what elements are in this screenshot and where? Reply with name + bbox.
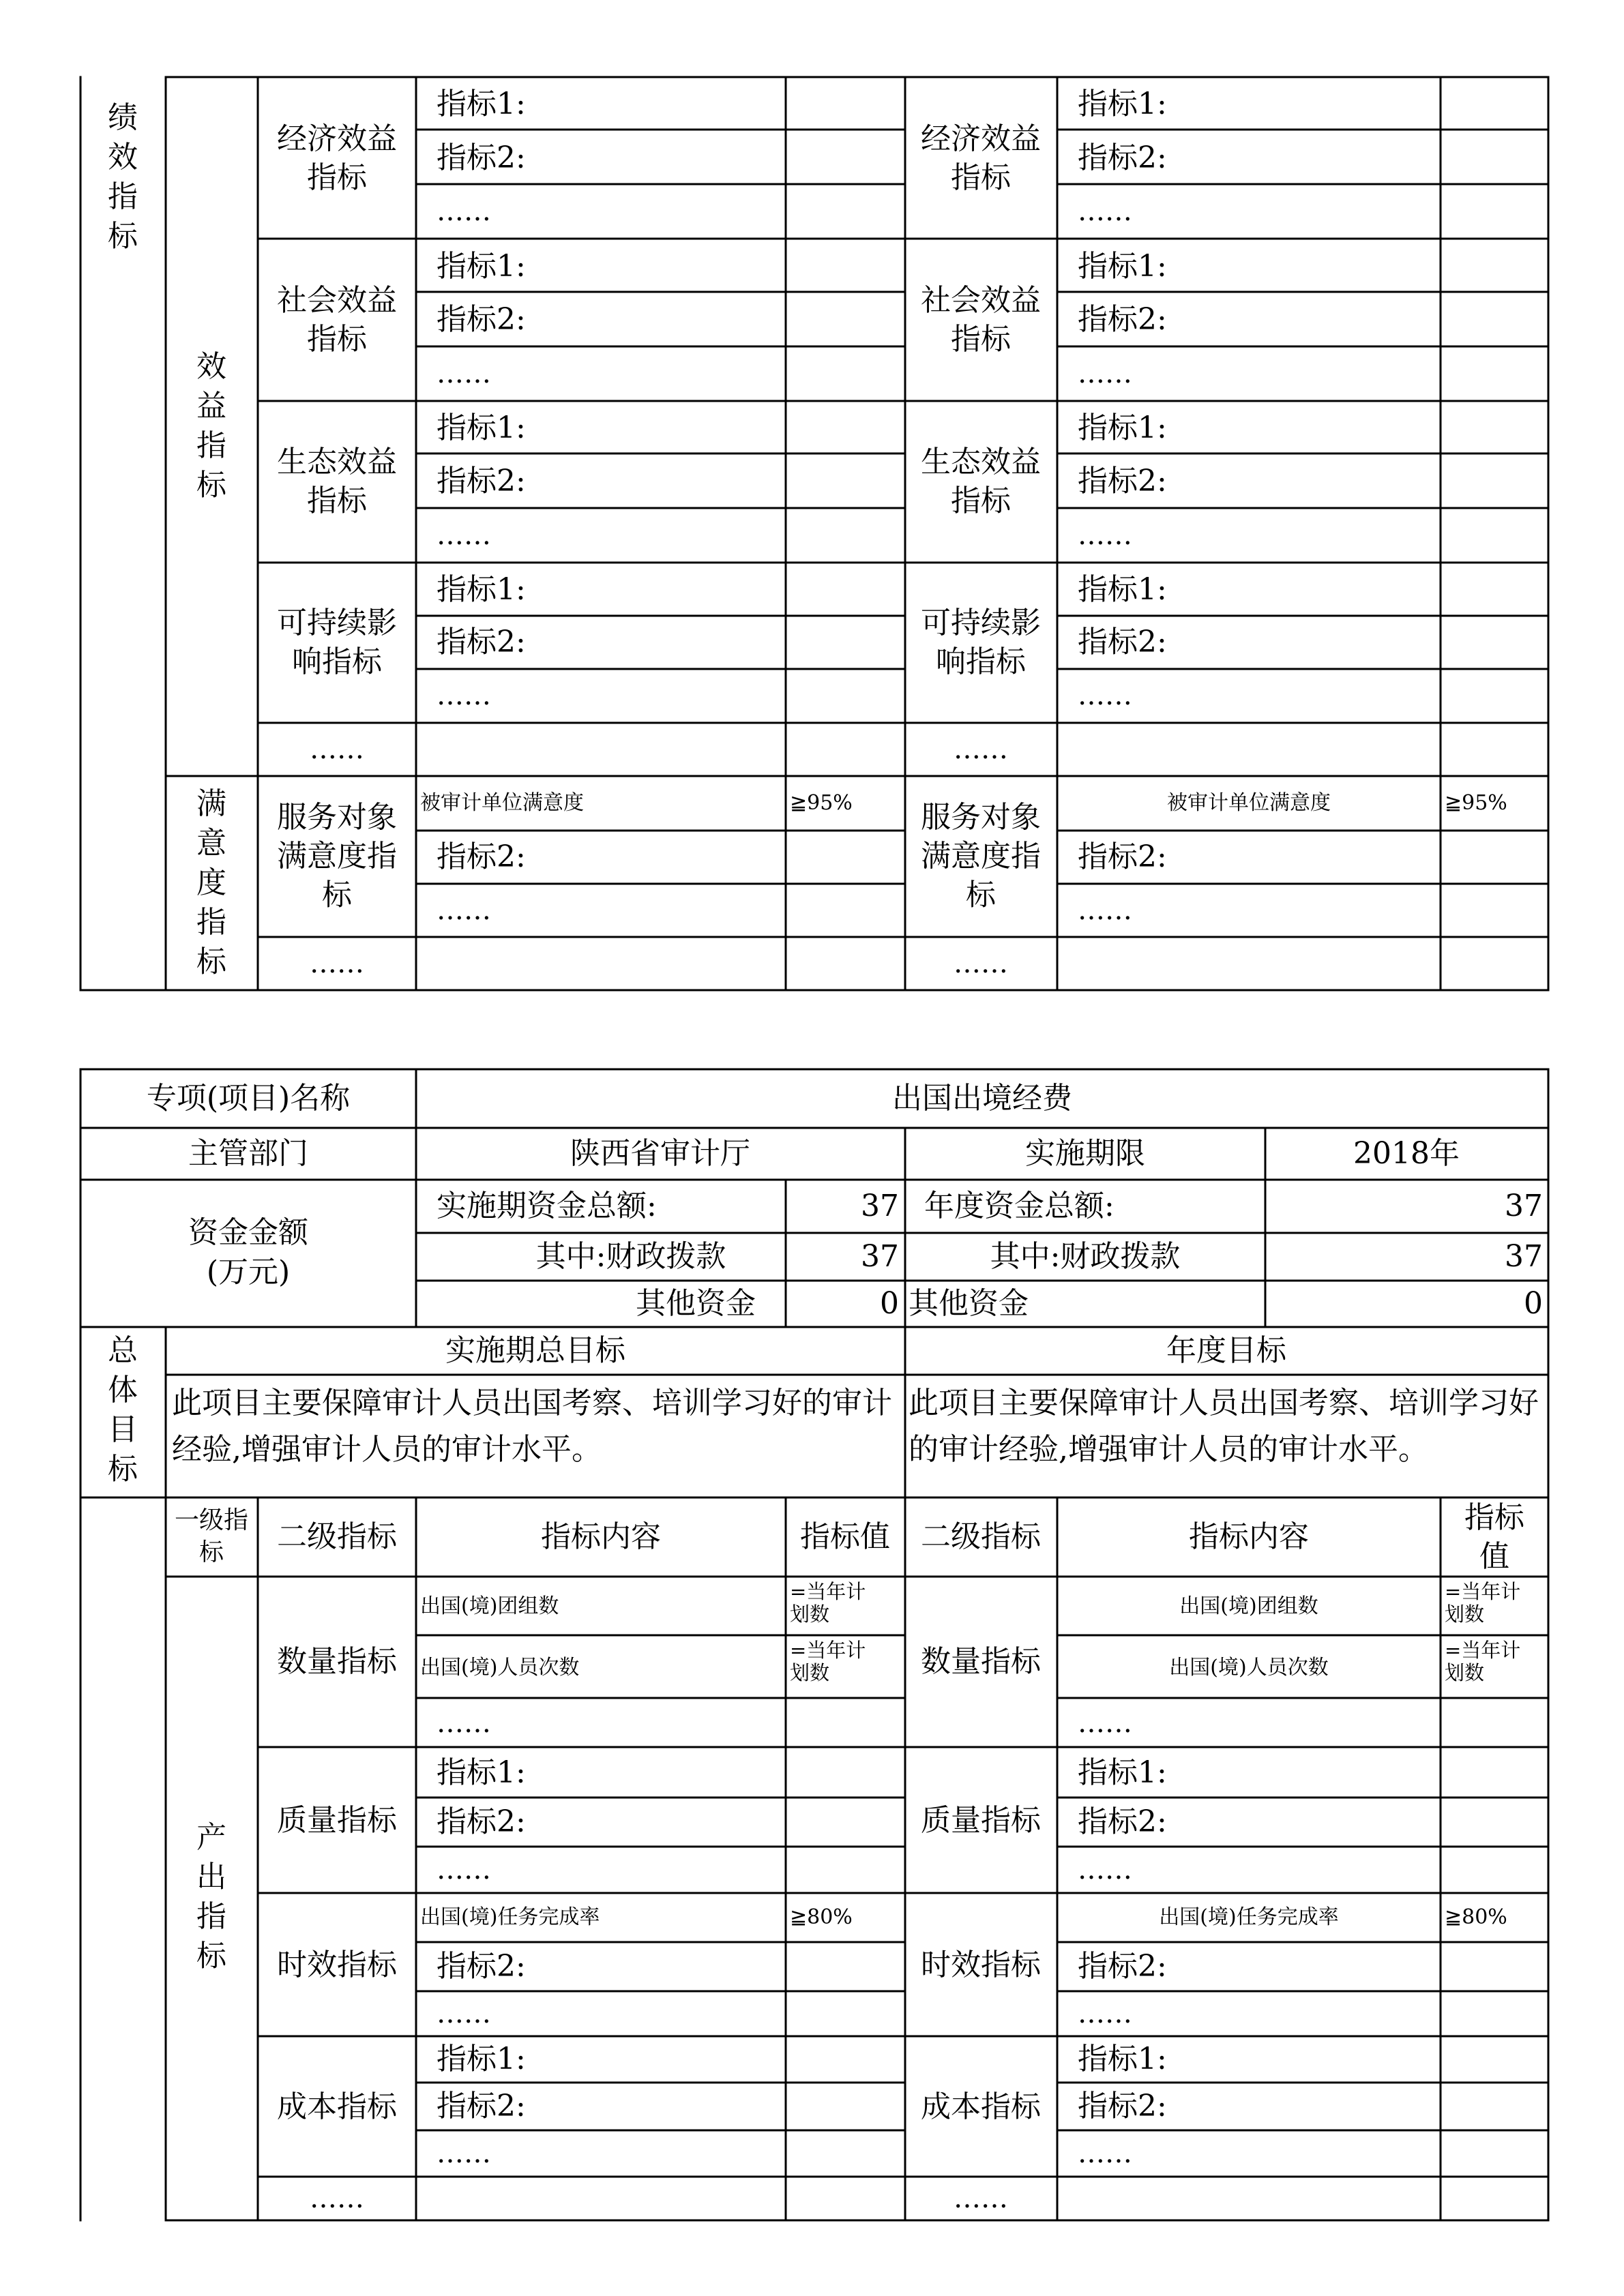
ellipsis: …… <box>437 2138 491 2169</box>
ellipsis: …… <box>437 895 491 926</box>
indicator-2-label: 指标2: <box>437 140 526 175</box>
benefit-indicator-label: 效益指标 <box>196 348 226 503</box>
funds-unit: (万元) <box>206 1255 291 1289</box>
quality-indicator-label-left: 质量指标 <box>277 1803 397 1838</box>
task-rate-left: 出国(境)任务完成率 <box>420 1905 600 1929</box>
persons-count-right: 出国(境)人员次数 <box>1169 1656 1329 1680</box>
service-satisfaction-label-right: 服务对象满意度指标 <box>921 800 1041 913</box>
indicator-2-label: 指标2: <box>1078 140 1167 175</box>
fiscal-allocation-value-left: 37 <box>861 1239 899 1274</box>
ellipsis: …… <box>1078 2138 1132 2169</box>
indicator-2-label: 指标2: <box>1078 464 1167 498</box>
indicator-2-label: 指标2: <box>1078 2089 1167 2123</box>
level2-header-right: 二级指标 <box>921 1519 1041 1554</box>
ellipsis: …… <box>1078 1998 1132 2029</box>
ellipsis: …… <box>437 1998 491 2029</box>
content-header-right: 指标内容 <box>1189 1519 1309 1554</box>
period-value: 2018年 <box>1353 1136 1460 1171</box>
social-benefit-label-right: 社会效益指标 <box>921 282 1041 357</box>
period-total-value: 37 <box>861 1189 899 1223</box>
indicator-1-label: 指标1: <box>1078 2042 1167 2076</box>
indicator-2-label: 指标2: <box>437 464 526 498</box>
ellipsis: …… <box>437 680 491 711</box>
satisfaction-item-right: 被审计单位满意度 <box>1167 791 1331 815</box>
other-funds-label-right: 其他资金 <box>909 1286 1029 1321</box>
ellipsis: …… <box>954 948 1008 979</box>
ellipsis: …… <box>1078 895 1132 926</box>
satisfaction-indicator-label: 满意度指标 <box>196 786 226 980</box>
annual-total-label: 年度资金总额: <box>924 1189 1114 1223</box>
ellipsis: …… <box>1078 358 1132 389</box>
annual-goal-text: 此项目主要保障审计人员出国考察、培训学习好的审计经验,增强审计人员的审计水平。 <box>909 1386 1539 1467</box>
quality-indicator-label-right: 质量指标 <box>921 1803 1041 1838</box>
project-name-value: 出国出境经费 <box>892 1081 1072 1116</box>
funds-label: 资金金额 <box>188 1215 308 1250</box>
ellipsis: …… <box>1078 520 1132 551</box>
indicator-2-label: 指标2: <box>1078 302 1167 337</box>
indicator-1-label: 指标1: <box>1078 249 1167 284</box>
indicator-2-label: 指标2: <box>437 2089 526 2123</box>
ellipsis: …… <box>1078 1854 1132 1885</box>
indicator-2-label: 指标2: <box>437 1949 526 1984</box>
indicator-1-label: 指标1: <box>1078 411 1167 445</box>
other-funds-value-right: 0 <box>1524 1286 1543 1321</box>
annual-goal-header: 年度目标 <box>1166 1333 1286 1368</box>
indicator-2-label: 指标2: <box>1078 1949 1167 1984</box>
plan-value: =当年计划数 <box>790 1639 866 1685</box>
plan-value: =当年计划数 <box>1445 1580 1521 1626</box>
quantity-indicator-label-right: 数量指标 <box>921 1644 1041 1679</box>
ellipsis: …… <box>437 196 491 227</box>
level2-header-left: 二级指标 <box>277 1519 397 1554</box>
indicator-1-label: 指标1: <box>437 411 526 445</box>
indicator-1-label: 指标1: <box>437 572 526 607</box>
overall-goal-label: 总体目标 <box>108 1333 138 1487</box>
indicator-2-label: 指标2: <box>437 1804 526 1839</box>
ellipsis: …… <box>954 734 1008 765</box>
satisfaction-item-left: 被审计单位满意度 <box>420 791 584 815</box>
ellipsis: …… <box>310 2183 364 2214</box>
task-rate-value-left: ≧80% <box>790 1905 853 1929</box>
fiscal-allocation-value-right: 37 <box>1505 1239 1543 1274</box>
performance-indicator-label: 绩效指标 <box>108 100 138 254</box>
indicator-2-label: 指标2: <box>1078 625 1167 659</box>
indicator-1-label: 指标1: <box>1078 1755 1167 1790</box>
period-goal-text: 此项目主要保障审计人员出国考察、培训学习好的审计经验,增强审计人员的审计水平。 <box>172 1386 892 1467</box>
ellipsis: …… <box>437 358 491 389</box>
annual-total-value: 37 <box>1505 1189 1543 1223</box>
sustainable-impact-label-left: 可持续影响指标 <box>277 605 397 679</box>
indicator-1-label: 指标1: <box>1078 572 1167 607</box>
timeliness-indicator-label-left: 时效指标 <box>277 1948 397 1982</box>
quantity-indicator-label-left: 数量指标 <box>277 1644 397 1679</box>
sustainable-impact-label-right: 可持续影响指标 <box>921 605 1041 679</box>
indicator-2-label: 指标2: <box>1078 839 1167 874</box>
ellipsis: …… <box>437 1708 491 1739</box>
ecological-benefit-label-right: 生态效益指标 <box>921 444 1041 518</box>
period-label: 实施期限 <box>1025 1136 1145 1171</box>
ellipsis: …… <box>310 734 364 765</box>
indicator-1-label: 指标1: <box>1078 87 1167 121</box>
department-value: 陕西省审计厅 <box>570 1136 750 1171</box>
indicator-2-label: 指标2: <box>1078 1804 1167 1839</box>
period-goal-header: 实施期总目标 <box>445 1333 625 1368</box>
value-header-right: 指标值 <box>1464 1500 1524 1574</box>
cost-indicator-label-left: 成本指标 <box>277 2089 397 2124</box>
indicator-2-label: 指标2: <box>437 839 526 874</box>
groups-count-left: 出国(境)团组数 <box>420 1594 559 1618</box>
ellipsis: …… <box>310 948 364 979</box>
other-funds-label-left: 其他资金 <box>636 1286 756 1321</box>
plan-value: =当年计划数 <box>790 1580 866 1626</box>
fiscal-allocation-label-right: 其中:财政拨款 <box>990 1239 1181 1274</box>
timeliness-indicator-label-right: 时效指标 <box>921 1948 1041 1982</box>
persons-count-left: 出国(境)人员次数 <box>420 1656 580 1680</box>
content-header-left: 指标内容 <box>541 1519 661 1554</box>
level1-header: 一级指标 <box>174 1506 248 1566</box>
ellipsis: …… <box>1078 1708 1132 1739</box>
output-indicator-label: 产出指标 <box>196 1819 226 1974</box>
satisfaction-value-left: ≧95% <box>790 791 853 815</box>
other-funds-value-left: 0 <box>880 1286 899 1321</box>
ellipsis: …… <box>954 2183 1008 2214</box>
value-header-left: 指标值 <box>800 1519 890 1554</box>
cost-indicator-label-right: 成本指标 <box>921 2089 1041 2124</box>
indicator-2-label: 指标2: <box>437 625 526 659</box>
social-benefit-label-left: 社会效益指标 <box>277 282 397 357</box>
satisfaction-value-right: ≧95% <box>1445 791 1507 815</box>
project-name-label: 专项(项目)名称 <box>146 1081 351 1116</box>
fiscal-allocation-label-left: 其中:财政拨款 <box>535 1239 726 1274</box>
period-total-label: 实施期资金总额: <box>437 1189 657 1223</box>
department-label: 主管部门 <box>188 1136 308 1171</box>
ecological-benefit-label-left: 生态效益指标 <box>277 444 397 518</box>
task-rate-value-right: ≧80% <box>1445 1905 1507 1929</box>
indicator-1-label: 指标1: <box>437 87 526 121</box>
ellipsis: …… <box>1078 196 1132 227</box>
ellipsis: …… <box>437 1854 491 1885</box>
indicator-1-label: 指标1: <box>437 249 526 284</box>
task-rate-right: 出国(境)任务完成率 <box>1159 1905 1339 1929</box>
indicator-1-label: 指标1: <box>437 1755 526 1790</box>
ellipsis: …… <box>437 520 491 551</box>
indicator-2-label: 指标2: <box>437 302 526 337</box>
ellipsis: …… <box>1078 680 1132 711</box>
economic-benefit-label-left: 经济效益指标 <box>277 121 397 195</box>
service-satisfaction-label-left: 服务对象满意度指标 <box>277 800 397 913</box>
groups-count-right: 出国(境)团组数 <box>1179 1594 1318 1618</box>
indicator-1-label: 指标1: <box>437 2042 526 2076</box>
economic-benefit-label-right: 经济效益指标 <box>921 121 1041 195</box>
plan-value: =当年计划数 <box>1445 1639 1521 1685</box>
